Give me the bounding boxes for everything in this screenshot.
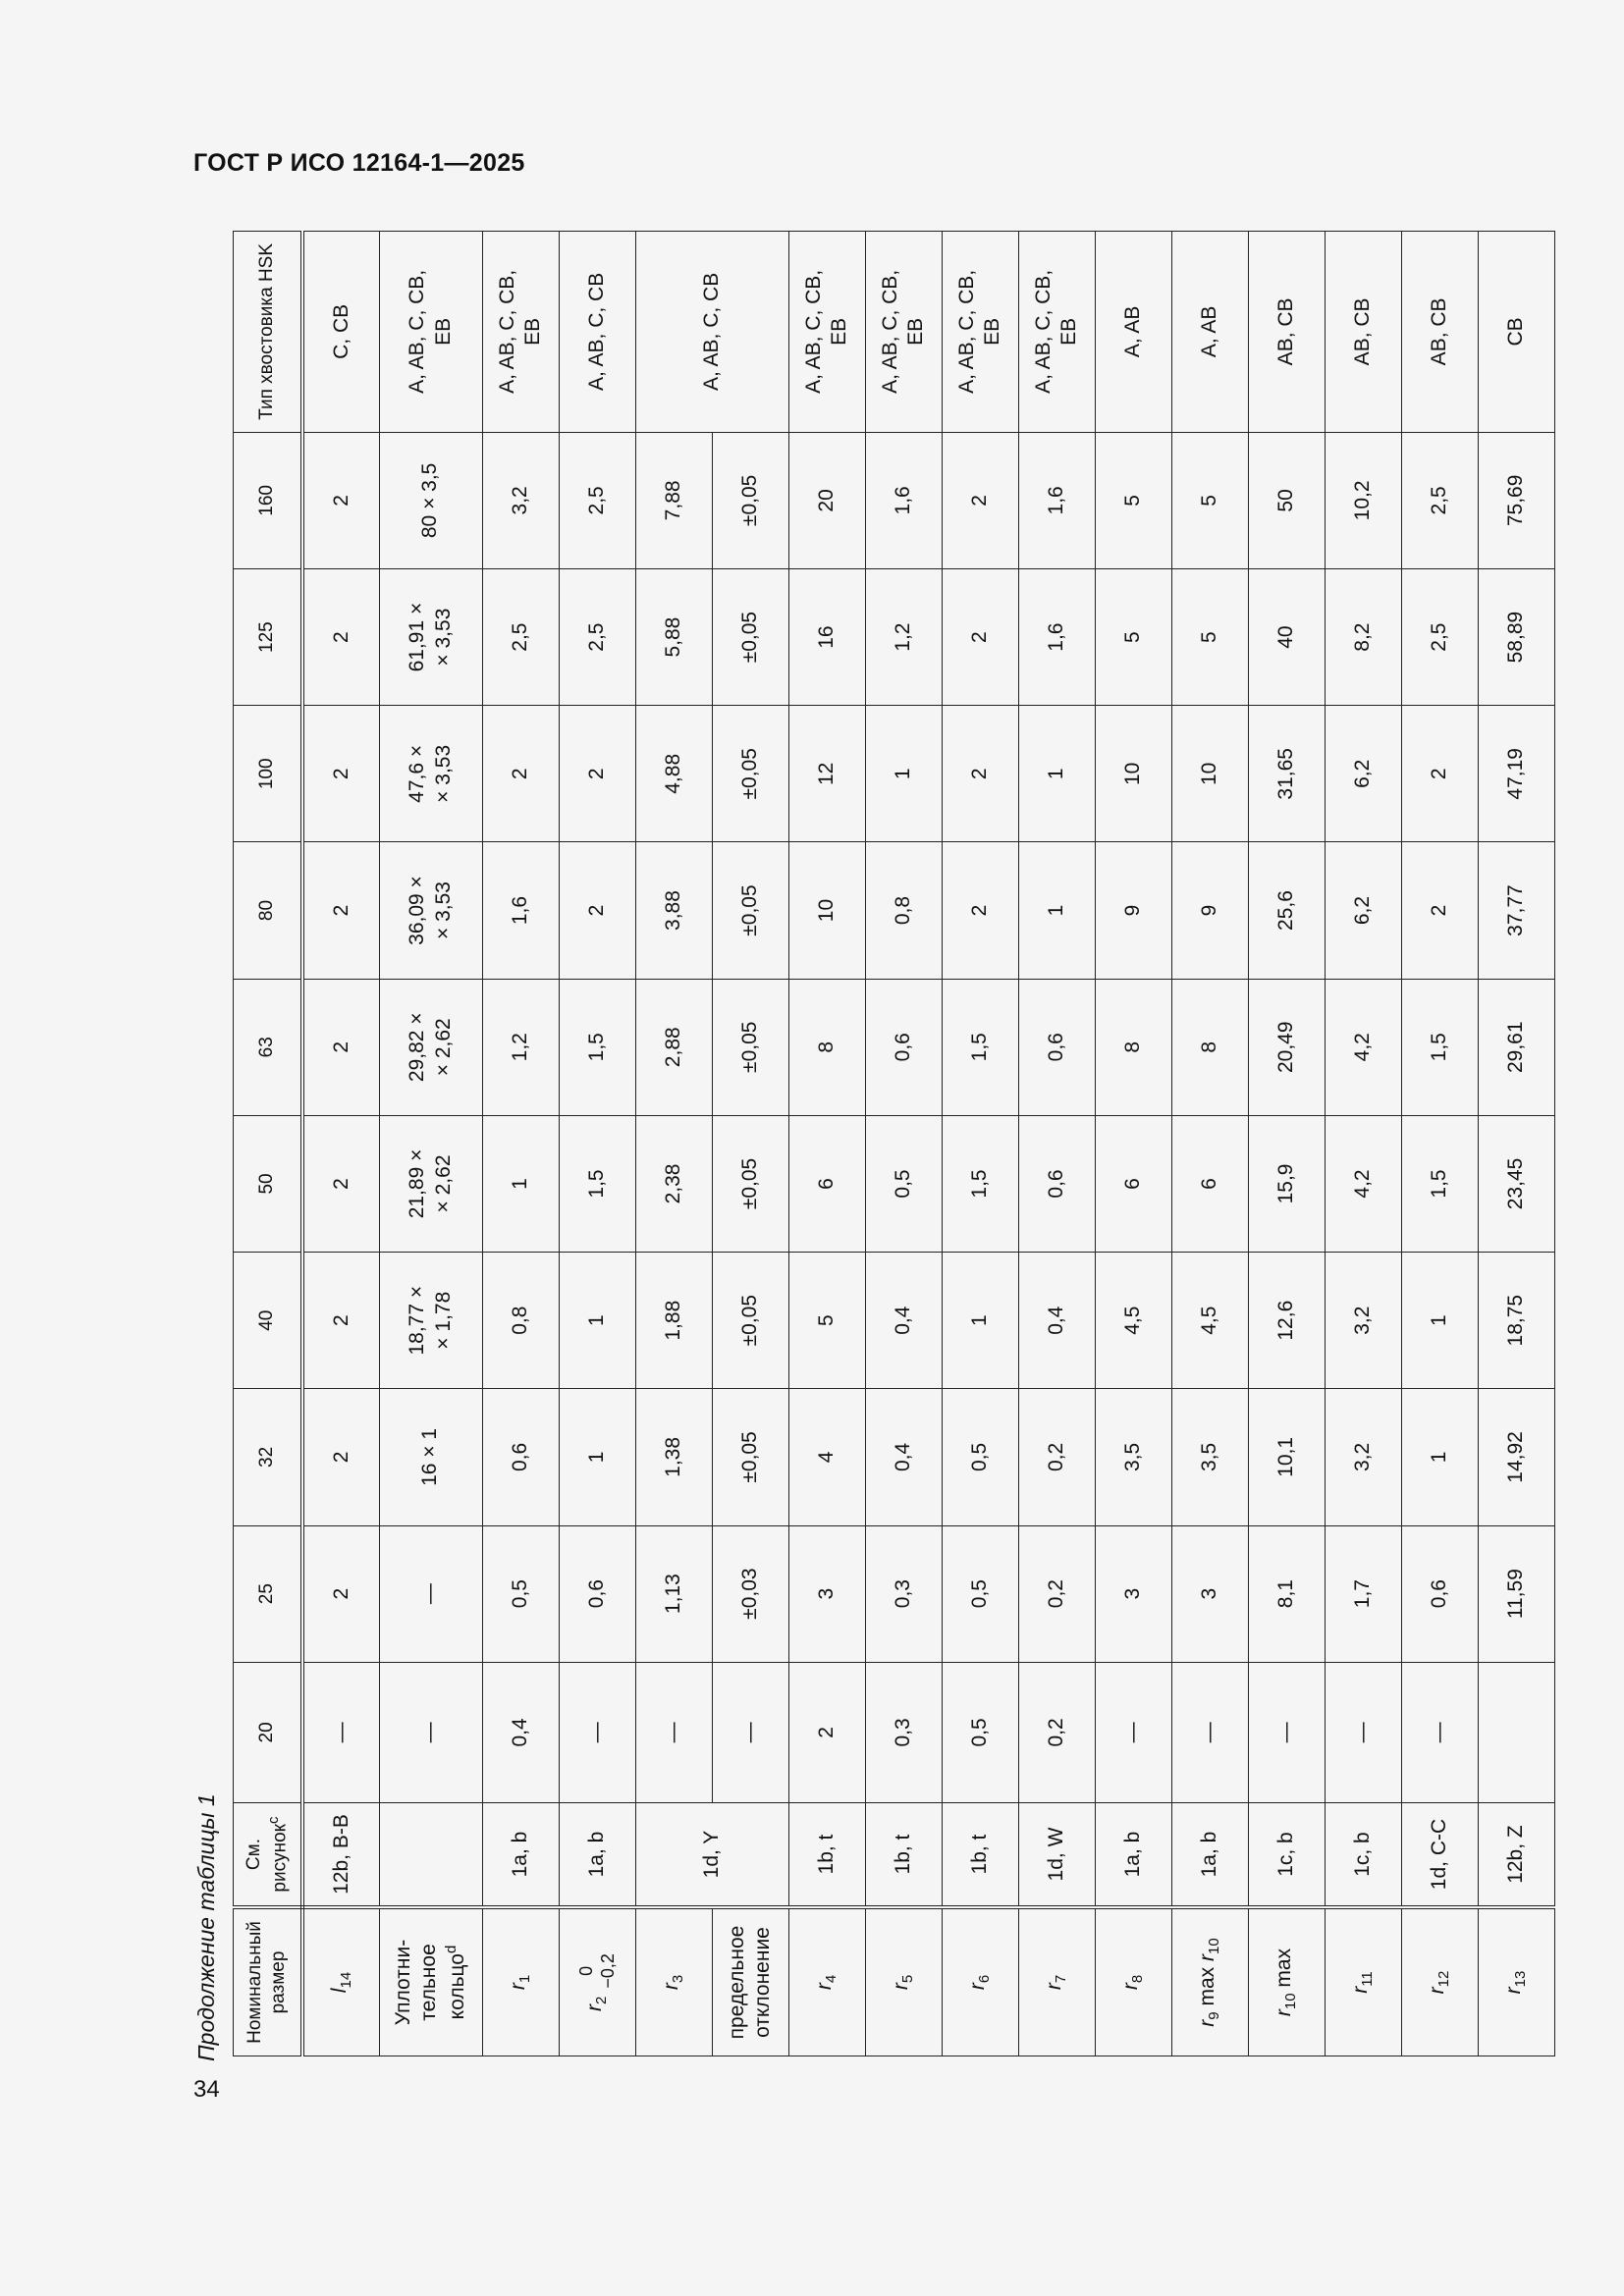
row-8-value-50: 1,5 <box>942 1115 1018 1252</box>
row-4-value-50: 2,38 <box>635 1115 712 1252</box>
row-4-value-125: 5,88 <box>635 568 712 705</box>
symbol-superscript: d <box>442 1945 460 1954</box>
row-15-value-63: 29,61 <box>1478 979 1554 1115</box>
row-2-value-50: 1 <box>482 1115 559 1252</box>
row-3-value-160: 2,5 <box>559 432 635 568</box>
row-9-figure: 1d, W <box>1018 1803 1095 1907</box>
document-header: ГОСТ Р ИСО 12164-1—2025 <box>193 149 525 177</box>
row-14-value-20: — <box>1401 1662 1478 1802</box>
row-15-value-100: 47,19 <box>1478 706 1554 842</box>
header-shank-type: Тип хвостовика HSK <box>234 232 303 433</box>
row-10-value-100: 10 <box>1095 706 1171 842</box>
row-11-value-20: — <box>1171 1662 1248 1802</box>
row-15-value-50: 23,45 <box>1478 1115 1554 1252</box>
symbol-subscript: 14 <box>337 1971 354 1989</box>
row-12-value-20: — <box>1248 1662 1325 1802</box>
header-size-63: 63 <box>234 979 303 1115</box>
row-14-value-32: 1 <box>1401 1389 1478 1525</box>
row-15-shank-type: CB <box>1478 232 1554 433</box>
row-10-value-32: 3,5 <box>1095 1389 1171 1525</box>
row-9-value-160: 1,6 <box>1018 432 1095 568</box>
row-5-value-50: ±0,05 <box>712 1115 788 1252</box>
row-3-value-63: 1,5 <box>559 979 635 1115</box>
row-12-figure: 1c, b <box>1248 1803 1325 1907</box>
symbol-extra: max <box>1272 1948 1296 1994</box>
row-0-value-63: 2 <box>302 979 379 1115</box>
symbol-subscript: 13 <box>1512 1970 1530 1988</box>
row-4-value-25: 1,13 <box>635 1525 712 1662</box>
row-14-value-63: 1,5 <box>1401 979 1478 1115</box>
row-8-value-20: 0,5 <box>942 1662 1018 1802</box>
row-7-value-32: 0,4 <box>865 1389 942 1525</box>
rotated-table-wrapper <box>233 231 1530 2056</box>
symbol-subscript: 6 <box>976 1974 994 1984</box>
row-1-figure <box>379 1803 482 1907</box>
row-2-value-80: 1,6 <box>482 842 559 979</box>
row-1-value-50: 21,89 × × 2,62 <box>379 1115 482 1252</box>
row-3-value-40: 1 <box>559 1253 635 1389</box>
row-8-symbol: $r_6$ <box>942 1907 1018 2056</box>
row-14-value-80: 2 <box>1401 842 1478 979</box>
header-size-25: 25 <box>234 1525 303 1662</box>
row-6-value-100: 12 <box>788 706 865 842</box>
row-8-value-32: 0,5 <box>942 1389 1018 1525</box>
row-10-shank-type: A, AB <box>1095 232 1171 433</box>
header-size-20: 20 <box>234 1662 303 1802</box>
row-9-value-50: 0,6 <box>1018 1115 1095 1252</box>
header-size-32: 32 <box>234 1389 303 1525</box>
row-14-figure: 1d, C-C <box>1401 1803 1478 1907</box>
row-7-value-80: 0,8 <box>865 842 942 979</box>
row-14-shank-type: AB, CB <box>1401 232 1478 433</box>
row-6-shank-type: A, AB, C, CB, EB <box>788 232 865 433</box>
row-4-symbol: $r_3$ <box>635 1907 712 2056</box>
row-10-symbol: $r_8$ <box>1095 1907 1171 2056</box>
row-15-value-20 <box>1478 1662 1554 1802</box>
symbol-subscript: 8 <box>1129 1974 1147 1984</box>
row-4-value-160: 7,88 <box>635 432 712 568</box>
row-11-value-25: 3 <box>1171 1525 1248 1662</box>
row-3-value-125: 2,5 <box>559 568 635 705</box>
row-13-value-50: 4,2 <box>1325 1115 1401 1252</box>
row-12-shank-type: AB, CB <box>1248 232 1325 433</box>
table-row <box>1325 232 1401 2056</box>
row-10-value-160: 5 <box>1095 432 1171 568</box>
row-5-value-80: ±0,05 <box>712 842 788 979</box>
row-11-value-100: 10 <box>1171 706 1248 842</box>
table-row <box>559 232 635 2056</box>
row-5-value-20: — <box>712 1662 788 1802</box>
row-13-value-20: — <box>1325 1662 1401 1802</box>
table-row <box>1171 232 1248 2056</box>
row-11-shank-type: A, AB <box>1171 232 1248 433</box>
row-5-value-160: ±0,05 <box>712 432 788 568</box>
row-9-value-80: 1 <box>1018 842 1095 979</box>
row-4-value-100: 4,88 <box>635 706 712 842</box>
row-1-value-63: 29,82 × × 2,62 <box>379 979 482 1115</box>
symbol-subscript: 10 <box>1282 1993 1300 2010</box>
row-15-figure: 12b, Z <box>1478 1803 1554 1907</box>
row-7-value-50: 0,5 <box>865 1115 942 1252</box>
row-12-value-160: 50 <box>1248 432 1325 568</box>
row-8-value-63: 1,5 <box>942 979 1018 1115</box>
row-4-value-63: 2,88 <box>635 979 712 1115</box>
row-1-value-32: 16 × 1 <box>379 1389 482 1525</box>
row-1-shank-type: A, AB, C, CB, EB <box>379 232 482 433</box>
row-9-value-40: 0,4 <box>1018 1253 1095 1389</box>
row-2-value-63: 1,2 <box>482 979 559 1115</box>
row-1-value-20: — <box>379 1662 482 1802</box>
symbol-subscript: 7 <box>1053 1974 1070 1984</box>
row-14-value-25: 0,6 <box>1401 1525 1478 1662</box>
row-9-value-125: 1,6 <box>1018 568 1095 705</box>
row-10-value-63: 8 <box>1095 979 1171 1115</box>
row-2-shank-type: A, AB, C, CB, EB <box>482 232 559 433</box>
row-0-value-80: 2 <box>302 842 379 979</box>
header-size-100: 100 <box>234 706 303 842</box>
row-11-value-160: 5 <box>1171 432 1248 568</box>
row-8-value-40: 1 <box>942 1253 1018 1389</box>
row-3-value-100: 2 <box>559 706 635 842</box>
table-caption: Продолжение таблицы 1 <box>193 1793 219 2061</box>
symbol-subscript: 3 <box>670 1974 687 1984</box>
row-11-symbol: $r_9$ $\max r_{10}$ <box>1171 1907 1248 2056</box>
row-4-value-80: 3,88 <box>635 842 712 979</box>
row-15-symbol: $r_{13}$ <box>1478 1907 1554 2056</box>
header-size-80: 80 <box>234 842 303 979</box>
row-8-figure: 1b, t <box>942 1803 1018 1907</box>
table-header-row <box>234 232 303 2056</box>
row-0-value-20: — <box>302 1662 379 1802</box>
row-12-value-63: 20,49 <box>1248 979 1325 1115</box>
row-10-value-80: 9 <box>1095 842 1171 979</box>
table-row <box>379 232 482 2056</box>
row-2-value-100: 2 <box>482 706 559 842</box>
row-3-figure: 1a, b <box>559 1803 635 1907</box>
row-0-shank-type: C, CB <box>302 232 379 433</box>
row-11-value-40: 4,5 <box>1171 1253 1248 1389</box>
table-row <box>1478 232 1554 2056</box>
row-6-value-125: 16 <box>788 568 865 705</box>
row-10-value-20: — <box>1095 1662 1171 1802</box>
header-size-160: 160 <box>234 432 303 568</box>
row-8-shank-type: A, AB, C, CB, EB <box>942 232 1018 433</box>
row-1-value-100: 47,6 × × 3,53 <box>379 706 482 842</box>
row-14-value-40: 1 <box>1401 1253 1478 1389</box>
header-size-50: 50 <box>234 1115 303 1252</box>
row-13-value-100: 6,2 <box>1325 706 1401 842</box>
row-12-value-50: 15,9 <box>1248 1115 1325 1252</box>
row-8-value-160: 2 <box>942 432 1018 568</box>
row-7-figure: 1b, t <box>865 1803 942 1907</box>
row-0-figure: 12b, B-B <box>302 1803 379 1907</box>
tol-upper: 0 <box>575 1965 596 1976</box>
row-1-symbol: Уплотни- тельное кольцо$^d$ <box>379 1907 482 2056</box>
row-6-symbol: $r_4$ <box>788 1907 865 2056</box>
row-6-figure: 1b, t <box>788 1803 865 1907</box>
row-13-value-80: 6,2 <box>1325 842 1401 979</box>
table-row <box>1018 232 1095 2056</box>
row-6-value-40: 5 <box>788 1253 865 1389</box>
row-0-value-100: 2 <box>302 706 379 842</box>
row-9-value-20: 0,2 <box>1018 1662 1095 1802</box>
row-9-value-100: 1 <box>1018 706 1095 842</box>
row-7-value-25: 0,3 <box>865 1525 942 1662</box>
row-3-value-25: 0,6 <box>559 1525 635 1662</box>
table-row <box>302 232 379 2056</box>
header-size-40: 40 <box>234 1253 303 1389</box>
symbol-subscript: 12 <box>1435 1970 1453 1988</box>
table-row <box>865 232 942 2056</box>
row-0-value-25: 2 <box>302 1525 379 1662</box>
row-6-value-80: 10 <box>788 842 865 979</box>
row-3-shank-type: A, AB, C, CB <box>559 232 635 433</box>
row-13-value-32: 3,2 <box>1325 1389 1401 1525</box>
row-7-value-63: 0,6 <box>865 979 942 1115</box>
row-15-value-160: 75,69 <box>1478 432 1554 568</box>
row-4-figure: 1d, Y <box>635 1803 788 1907</box>
symbol-subscript: 9 <box>1206 2011 1223 2020</box>
table-row <box>942 232 1018 2056</box>
row-15-value-40: 18,75 <box>1478 1253 1554 1389</box>
row-2-value-20: 0,4 <box>482 1662 559 1802</box>
symbol-subscript: 1 <box>516 1974 534 1984</box>
row-13-value-25: 1,7 <box>1325 1525 1401 1662</box>
row-14-symbol: $r_{12}$ <box>1401 1907 1478 2056</box>
row-9-value-25: 0,2 <box>1018 1525 1095 1662</box>
row-3-value-50: 1,5 <box>559 1115 635 1252</box>
row-5-symbol: предельное отклонение <box>712 1907 788 2056</box>
row-7-value-125: 1,2 <box>865 568 942 705</box>
row-11-figure: 1a, b <box>1171 1803 1248 1907</box>
symbol-subscript: 11 <box>1359 1971 1377 1987</box>
row-10-value-125: 5 <box>1095 568 1171 705</box>
row-6-value-50: 6 <box>788 1115 865 1252</box>
row-10-value-25: 3 <box>1095 1525 1171 1662</box>
symbol-subscript: 5 <box>899 1974 917 1984</box>
row-10-figure: 1a, b <box>1095 1803 1171 1907</box>
row-11-value-80: 9 <box>1171 842 1248 979</box>
row-3-value-20: — <box>559 1662 635 1802</box>
table-row <box>1401 232 1478 2056</box>
row-2-value-32: 0,6 <box>482 1389 559 1525</box>
table-row <box>635 232 712 2056</box>
row-3-value-80: 2 <box>559 842 635 979</box>
row-5-value-100: ±0,05 <box>712 706 788 842</box>
row-5-value-32: ±0,05 <box>712 1389 788 1525</box>
row-5-value-25: ±0,03 <box>712 1525 788 1662</box>
row-14-value-50: 1,5 <box>1401 1115 1478 1252</box>
row-1-value-40: 18,77 × × 1,78 <box>379 1253 482 1389</box>
row-1-value-125: 61,91 × × 3,53 <box>379 568 482 705</box>
row-12-value-25: 8,1 <box>1248 1525 1325 1662</box>
row-14-value-125: 2,5 <box>1401 568 1478 705</box>
row-9-value-63: 0,6 <box>1018 979 1095 1115</box>
row-13-figure: 1c, b <box>1325 1803 1401 1907</box>
row-15-value-32: 14,92 <box>1478 1389 1554 1525</box>
row-14-value-160: 2,5 <box>1401 432 1478 568</box>
row-7-value-20: 0,3 <box>865 1662 942 1802</box>
row-14-value-100: 2 <box>1401 706 1478 842</box>
row-8-value-100: 2 <box>942 706 1018 842</box>
row-3-symbol: $r_2$ 0 −0,2 <box>559 1907 635 2056</box>
row-1-value-25: — <box>379 1525 482 1662</box>
row-7-value-40: 0,4 <box>865 1253 942 1389</box>
row-2-value-25: 0,5 <box>482 1525 559 1662</box>
row-4-value-32: 1,38 <box>635 1389 712 1525</box>
row-13-value-63: 4,2 <box>1325 979 1401 1115</box>
row-12-symbol: $r_{10}$ max <box>1248 1907 1325 2056</box>
header-nominal-size: Номинальный размер <box>234 1907 303 2056</box>
row-8-value-80: 2 <box>942 842 1018 979</box>
row-12-value-80: 25,6 <box>1248 842 1325 979</box>
row-0-value-160: 2 <box>302 432 379 568</box>
row-11-value-125: 5 <box>1171 568 1248 705</box>
row-10-value-40: 4,5 <box>1095 1253 1171 1389</box>
symbol-subscript: 4 <box>823 1974 840 1984</box>
row-5-value-63: ±0,05 <box>712 979 788 1115</box>
row-7-value-100: 1 <box>865 706 942 842</box>
row-12-value-100: 31,65 <box>1248 706 1325 842</box>
row-6-value-32: 4 <box>788 1389 865 1525</box>
row-2-figure: 1a, b <box>482 1803 559 1907</box>
symbol-subscript: 10 <box>1206 1938 1223 1954</box>
row-4-value-40: 1,88 <box>635 1253 712 1389</box>
row-6-value-20: 2 <box>788 1662 865 1802</box>
table-row <box>712 232 788 2056</box>
row-3-value-32: 1 <box>559 1389 635 1525</box>
row-12-value-40: 12,6 <box>1248 1253 1325 1389</box>
row-13-symbol: $r_{11}$ <box>1325 1907 1401 2056</box>
row-11-value-63: 8 <box>1171 979 1248 1115</box>
header-size-125: 125 <box>234 568 303 705</box>
row-15-value-125: 58,89 <box>1478 568 1554 705</box>
header-see-figure: См. рисунок$^c$ <box>234 1803 303 1907</box>
symbol-extra: max <box>1196 1961 1219 2012</box>
row-4-shank-type: A, AB, C, CB <box>635 232 788 433</box>
row-9-value-32: 0,2 <box>1018 1389 1095 1525</box>
row-11-value-50: 6 <box>1171 1115 1248 1252</box>
row-0-value-125: 2 <box>302 568 379 705</box>
row-7-symbol: $r_5$ <box>865 1907 942 2056</box>
page-number: 34 <box>193 2076 220 2103</box>
row-6-value-25: 3 <box>788 1525 865 1662</box>
row-5-value-125: ±0,05 <box>712 568 788 705</box>
row-5-value-40: ±0,05 <box>712 1253 788 1389</box>
row-7-shank-type: A, AB, C, CB, EB <box>865 232 942 433</box>
row-13-value-160: 10,2 <box>1325 432 1401 568</box>
table-row <box>1248 232 1325 2056</box>
table-row <box>1095 232 1171 2056</box>
table-row <box>788 232 865 2056</box>
row-13-value-125: 8,2 <box>1325 568 1401 705</box>
row-15-value-80: 37,77 <box>1478 842 1554 979</box>
row-13-shank-type: AB, CB <box>1325 232 1401 433</box>
row-12-value-125: 40 <box>1248 568 1325 705</box>
row-8-value-125: 2 <box>942 568 1018 705</box>
row-1-value-160: 80 × 3,5 <box>379 432 482 568</box>
row-0-value-40: 2 <box>302 1253 379 1389</box>
header-footnote-c: c <box>265 1816 283 1824</box>
row-4-value-20: — <box>635 1662 712 1802</box>
row-15-value-25: 11,59 <box>1478 1525 1554 1662</box>
row-0-value-50: 2 <box>302 1115 379 1252</box>
row-0-value-32: 2 <box>302 1389 379 1525</box>
row-2-value-125: 2,5 <box>482 568 559 705</box>
row-6-value-160: 20 <box>788 432 865 568</box>
row-9-symbol: $r_7$ <box>1018 1907 1095 2056</box>
row-10-value-50: 6 <box>1095 1115 1171 1252</box>
row-2-value-40: 0,8 <box>482 1253 559 1389</box>
row-12-value-32: 10,1 <box>1248 1389 1325 1525</box>
row-1-value-80: 36,09 × × 3,53 <box>379 842 482 979</box>
tol-lower: −0,2 <box>598 1953 618 1989</box>
row-8-value-25: 0,5 <box>942 1525 1018 1662</box>
row-11-value-32: 3,5 <box>1171 1389 1248 1525</box>
table-row <box>482 232 559 2056</box>
row-13-value-40: 3,2 <box>1325 1253 1401 1389</box>
row-9-shank-type: A, AB, C, CB, EB <box>1018 232 1095 433</box>
row-6-value-63: 8 <box>788 979 865 1115</box>
row-0-symbol: $l_{14}$ <box>302 1907 379 2056</box>
row-2-value-160: 3,2 <box>482 432 559 568</box>
spec-table <box>233 231 1555 2056</box>
row-7-value-160: 1,6 <box>865 432 942 568</box>
row-2-symbol: $r_1$ <box>482 1907 559 2056</box>
